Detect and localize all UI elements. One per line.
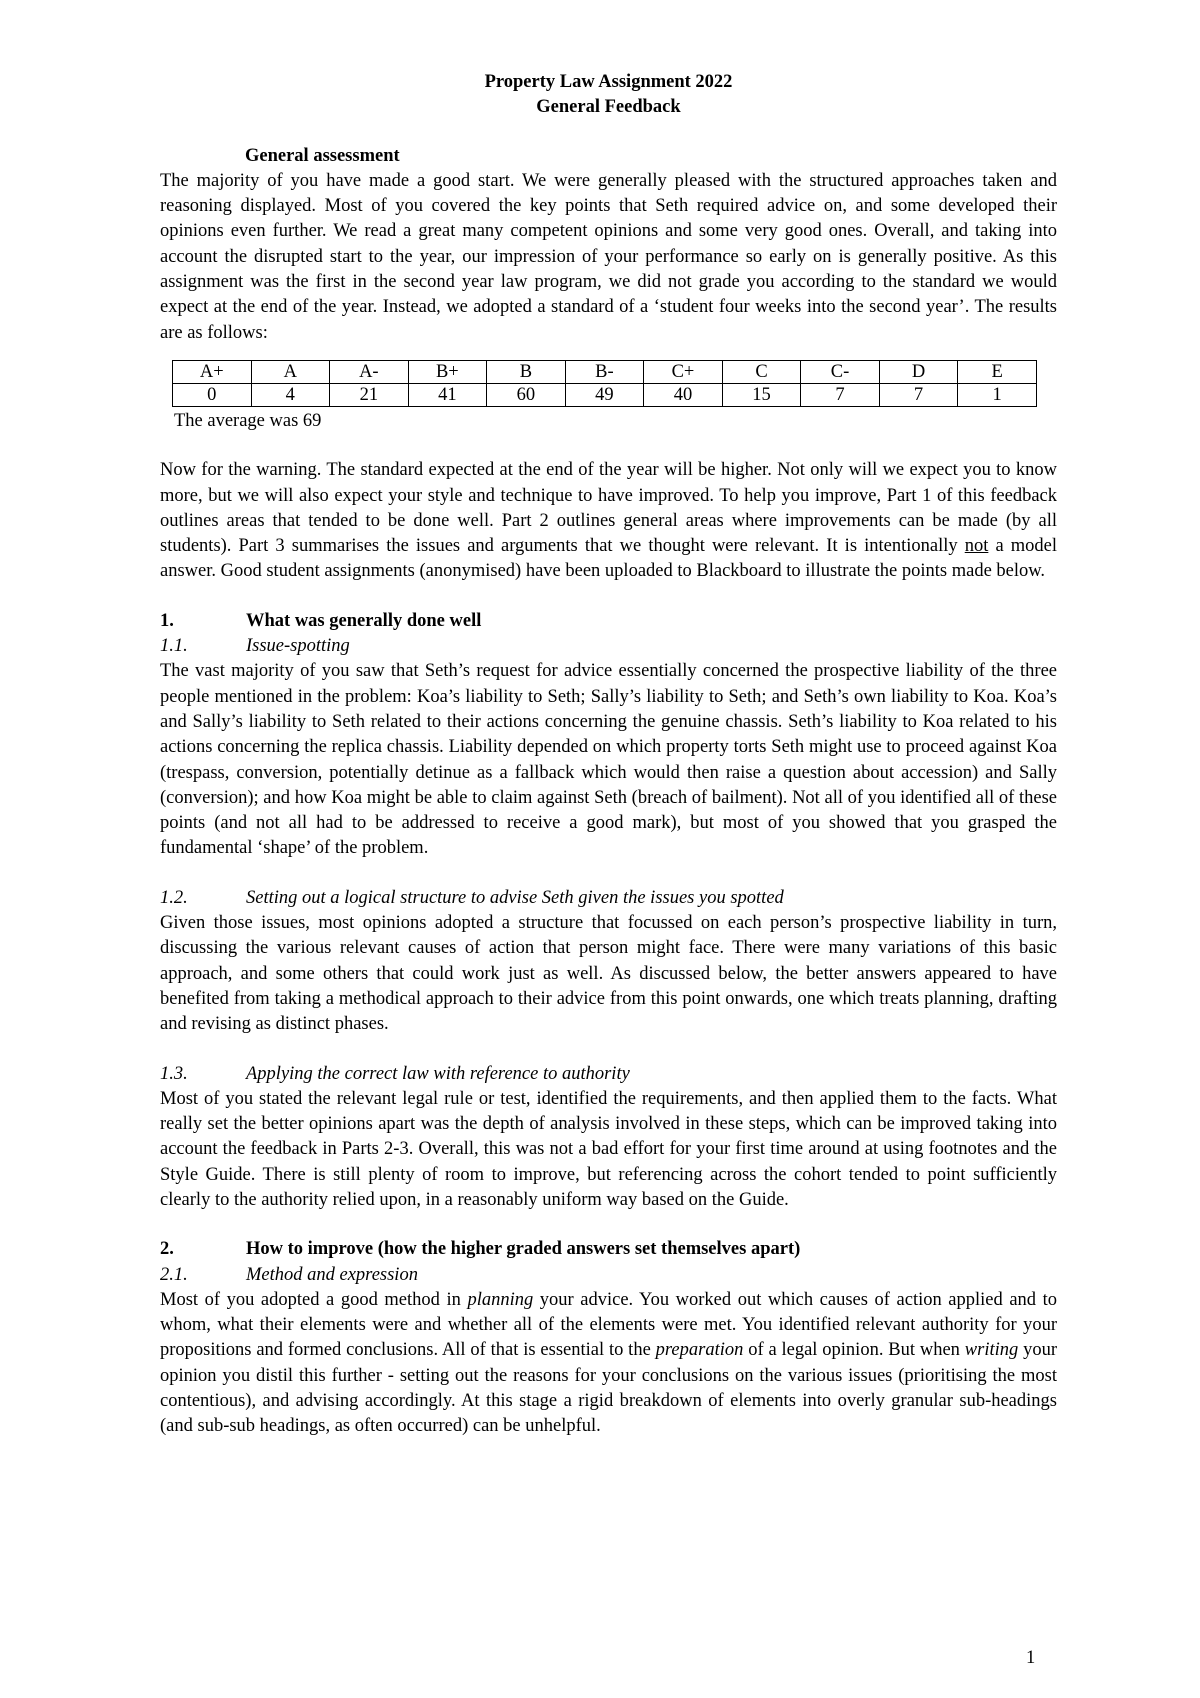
general-assessment-heading: General assessment (245, 145, 400, 166)
warning-text-1: Now for the warning. The standard expected at the end of the year will be higher. Not only will we expect you to know more, but we will also expect your style and technique to have improved. To help you improve, Part 1 of this feedback outlines areas that tended to be done well. Part 2 outlines general areas where improvements can be made (by all students). Part 3 summarises the issues and arguments that we thought were relevant. It is intentionally (160, 460, 1057, 557)
warning-paragraph (160, 458, 1057, 584)
count-cell: 49 (565, 383, 644, 406)
count-cell: 7 (879, 383, 958, 406)
count-cell: 1 (958, 383, 1037, 406)
grade-cell: B (487, 360, 566, 383)
subsection-title: Issue-spotting (246, 636, 350, 657)
grade-cell: B+ (408, 360, 487, 383)
subsection-2-1-heading (160, 1263, 1057, 1288)
subsection-title: Setting out a logical structure to advise Seth given the issues you spotted (246, 887, 784, 908)
count-cell: 41 (408, 383, 487, 406)
subsection-number: 1.2. (160, 887, 188, 908)
count-cell: 7 (801, 383, 880, 406)
section-title: What was generally done well (246, 610, 482, 631)
count-cell: 60 (487, 383, 566, 406)
grade-cell: A (251, 360, 330, 383)
subsection-number: 1.1. (160, 636, 188, 657)
section-1-heading (160, 609, 1057, 634)
grade-cell: E (958, 360, 1037, 383)
grade-cell: C (722, 360, 801, 383)
subsection-title: Applying the correct law with reference to authority (246, 1063, 630, 1084)
grade-cell: C- (801, 360, 880, 383)
document-body (160, 70, 1057, 1440)
section-2-heading (160, 1237, 1057, 1262)
grade-average: The average was 69 (174, 410, 322, 431)
grades-count-row (173, 383, 1037, 406)
subsection-1-1-text: The vast majority of you saw that Seth’s request for advice essentially concerned the prospective liability of the three people mentioned in the problem: Koa’s liability to Seth; Sally’s liability to Seth; and Seth’s own liability to Koa. Koa’s and Sally’s liability to Seth related to their actions concerning the genuine chassis. Seth’s liability to Koa related to his actions concerning the replica chassis. Liability depended on which property torts Seth might use to proceed against Koa (trespass, conversion, potentially detinue as a fallback which would then raise a question about accession) and Sally (conversion); and how Koa might be able to claim against Seth (breach of bailment). Not all of you identified all of these points (and not all had to be addressed to receive a good mark), but most of you showed that you grasped the fundamental ‘shape’ of the problem. (160, 661, 1057, 859)
subsection-2-1-text (160, 1288, 1057, 1440)
emphasis-text: planning (467, 1289, 534, 1310)
page-number: 1 (1026, 1648, 1036, 1668)
subsection-1-3-heading (160, 1062, 1057, 1087)
section-number: 1. (160, 610, 174, 631)
count-cell: 21 (330, 383, 409, 406)
warning-underlined: not (964, 536, 989, 557)
subsection-1-2-text: Given those issues, most opinions adopted a structure that focussed on each person’s prospective liability in turn, discussing the various relevant causes of action that person might face. There were many variations of this basic approach, and some others that could work just as well. As discussed below, the better answers appeared to have benefited from taking a methodical approach to their advice from this point onwards, one which treats planning, drafting and revising as distinct phases. (160, 913, 1057, 1035)
body-text: of a legal opinion. But when (743, 1340, 965, 1361)
grades-header-row (173, 360, 1037, 383)
body-text: Most of you adopted a good method in (160, 1289, 468, 1310)
section-title: How to improve (how the higher graded answers set themselves apart) (246, 1239, 801, 1260)
count-cell: 40 (644, 383, 723, 406)
emphasis-text: writing (964, 1340, 1019, 1361)
document-title: Property Law Assignment 2022 (484, 72, 733, 92)
subsection-number: 1.3. (160, 1063, 188, 1084)
count-cell: 0 (173, 383, 252, 406)
subsection-1-1-heading (160, 634, 1057, 659)
emphasis-text: preparation (655, 1340, 744, 1361)
grade-cell: B- (565, 360, 644, 383)
count-cell: 4 (251, 383, 330, 406)
grade-cell: C+ (644, 360, 723, 383)
grade-cell: D (879, 360, 958, 383)
general-assessment-paragraph: The majority of you have made a good start. We were generally pleased with the structured approaches taken and reasoning displayed. Most of you covered the key points that Seth required advice on, and some developed their opinions even further. We read a great many competent opinions and some very good ones. Overall, and taking into account the disrupted start to the year, our impression of your performance so early on is generally positive. As this assignment was the first in the second year law program, we did not grade you according to the standard we would expect at the end of the year. Instead, we adopted a standard of a ‘student four weeks into the second year’. The results are as follows: (160, 170, 1057, 343)
subsection-title: Method and expression (246, 1264, 418, 1285)
body-text: your opinion you distil this further - setting out the reasons for your conclusions on the various issues (prioritising the most contentious), and advising accordingly. At this stage a rigid breakdown of elements into overly granular sub-headings (and sub-sub headings, as often occurred) can be unhelpful. (160, 1340, 1058, 1437)
document-subtitle: General Feedback (536, 97, 681, 118)
body-text: your advice. You worked out which causes of action applied and to whom, what their elements were and whether all of the elements were met. You identified relevant authority for your propositions and formed conclusions. All of that is essential to the (160, 1289, 1057, 1361)
count-cell: 15 (722, 383, 801, 406)
warning-text-2: a model answer. Good student assignments (anonymised) have been uploaded to Blackboard to illustrate the points made below. (160, 536, 1058, 582)
grades-table (172, 360, 1037, 407)
subsection-1-3-text: Most of you stated the relevant legal rule or test, identified the requirements, and then applied them to the facts. What really set the better opinions apart was the depth of analysis involved in these steps, which can be improved taking into account the feedback in Parts 2-3. Overall, this was not a bad effort for your first time around at using footnotes and the Style Guide. There is still plenty of room to improve, but referencing across the cohort tended to point sufficiently clearly to the authority relied upon, in a reasonably uniform way based on the Guide. (160, 1088, 1057, 1210)
grade-cell: A- (330, 360, 409, 383)
grade-cell: A+ (173, 360, 252, 383)
subsection-1-2-heading (160, 886, 1057, 911)
subsection-number: 2.1. (160, 1264, 188, 1285)
section-number: 2. (160, 1239, 174, 1260)
